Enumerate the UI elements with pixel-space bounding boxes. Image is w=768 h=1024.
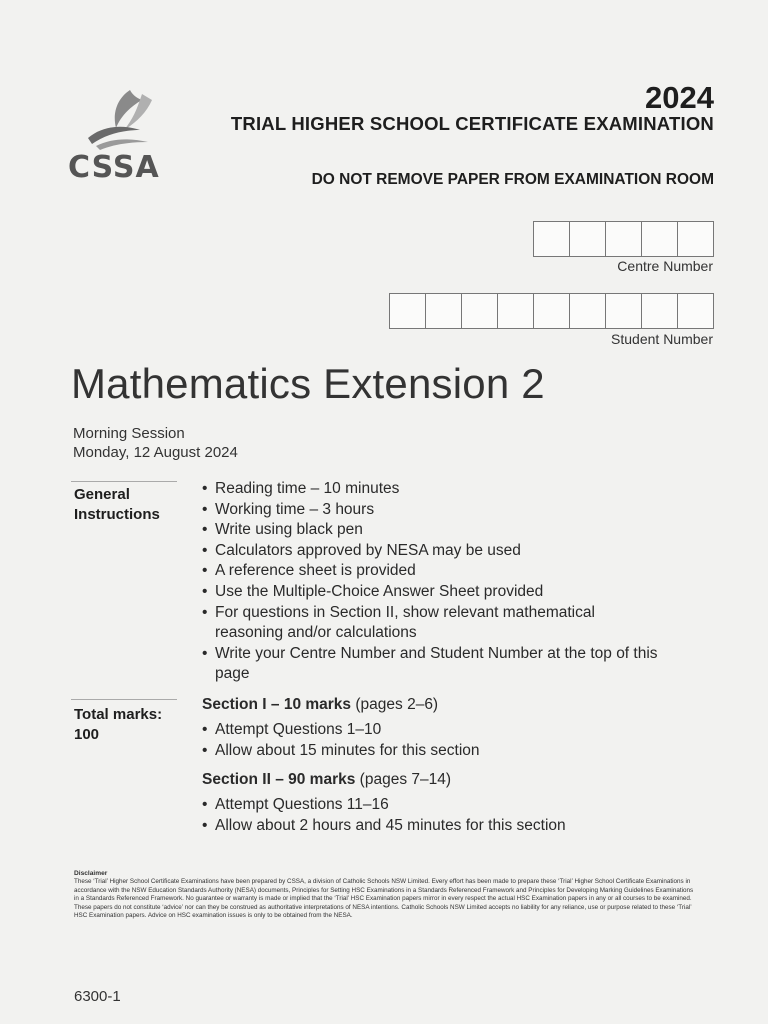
paper-code: 6300-1 xyxy=(74,988,121,1005)
student-number-label: Student Number xyxy=(611,331,713,347)
section-2-title: Section II – 90 marks xyxy=(202,771,356,788)
session-info xyxy=(73,424,238,462)
list-item: • Reading time – 10 minutes xyxy=(202,479,662,500)
centre-number-digit-box[interactable] xyxy=(605,221,642,257)
student-number-digit-box[interactable] xyxy=(677,293,714,329)
cssa-leaf-icon xyxy=(82,86,162,156)
disclaimer-title: Disclaimer xyxy=(74,870,108,877)
list-item: • Allow about 15 minutes for this section xyxy=(202,741,480,762)
divider xyxy=(71,699,177,700)
list-item: • Working time – 3 hours xyxy=(202,500,662,521)
exam-room-warning: DO NOT REMOVE PAPER FROM EXAMINATION ROOM xyxy=(311,171,714,188)
heading-line: Instructions xyxy=(74,506,160,523)
student-number-digit-box[interactable] xyxy=(641,293,678,329)
section-1-heading xyxy=(202,696,438,714)
session-time: Morning Session xyxy=(73,425,185,442)
list-item: • Attempt Questions 11–16 xyxy=(202,795,566,816)
general-instructions-heading xyxy=(74,485,184,525)
student-number-digit-box[interactable] xyxy=(533,293,570,329)
section-1-pages: (pages 2–6) xyxy=(355,696,439,713)
student-number-digit-box[interactable] xyxy=(497,293,534,329)
exam-year: 2024 xyxy=(645,80,714,115)
student-number-digit-box[interactable] xyxy=(605,293,642,329)
heading-line: Total marks: xyxy=(74,706,163,723)
logo-text: CSSA xyxy=(68,150,160,185)
section-2-list xyxy=(202,795,566,836)
section-2-heading xyxy=(202,771,451,789)
heading-line: General xyxy=(74,486,130,503)
list-item: • Use the Multiple-Choice Answer Sheet provided xyxy=(202,582,662,603)
general-instructions-list xyxy=(202,479,662,685)
subject-title: Mathematics Extension 2 xyxy=(71,360,545,407)
section-1-title: Section I – 10 marks xyxy=(202,696,352,713)
centre-number-digit-box[interactable] xyxy=(533,221,570,257)
list-item: • For questions in Section II, show relevant mathematical reasoning and/or calculations xyxy=(202,603,662,644)
student-number-digit-box[interactable] xyxy=(389,293,426,329)
disclaimer-text: These ‘Trial’ Higher School Certificate Examinations have been prepared by CSSA, a division of Catholic Schools NSW Limited. Every effort has been made to prepare these ‘Trial’ Higher School Certificate Examinations in accordance with the NSW Education Standards Authority (NESA) documents, Principles for Setting HSC Examinations in a Standards Referenced Framework and Principles for Developing Marking Guidelines Examinations in a Standards Referenced Framework. No guarantee or warranty is made or implied that the ‘Trial’ HSC Examination papers mirror in every respect the actual HSC Examination papers in any or all courses to be examined. These papers do not constitute ‘advice’ nor can they be construed as authoritative interpretations of NESA intentions. Catholic Schools NSW Limited accepts no liability for any reliance, use or purpose related to these ‘Trial’ HSC Examination papers. Advice on HSC examination issues is only to be obtained from the NESA. xyxy=(74,878,694,920)
list-item: • Calculators approved by NESA may be used xyxy=(202,541,662,562)
centre-number-digit-box[interactable] xyxy=(677,221,714,257)
list-item: • Attempt Questions 1–10 xyxy=(202,720,480,741)
total-marks-value: 100 xyxy=(74,726,100,743)
total-marks-heading xyxy=(74,705,184,745)
student-number-digit-box[interactable] xyxy=(425,293,462,329)
section-2-pages: (pages 7–14) xyxy=(359,771,452,788)
centre-number-digit-box[interactable] xyxy=(569,221,606,257)
list-item: • Write using black pen xyxy=(202,520,662,541)
exam-title: TRIAL HIGHER SCHOOL CERTIFICATE EXAMINATION xyxy=(230,113,714,134)
centre-number-boxes[interactable] xyxy=(534,221,714,257)
list-item: • Write your Centre Number and Student Number at the top of this page xyxy=(202,644,662,685)
centre-number-label: Centre Number xyxy=(617,258,713,274)
cssa-logo xyxy=(68,86,184,186)
disclaimer xyxy=(74,870,694,920)
list-item: • A reference sheet is provided xyxy=(202,561,662,582)
centre-number-digit-box[interactable] xyxy=(641,221,678,257)
session-date: Monday, 12 August 2024 xyxy=(73,444,238,461)
divider xyxy=(71,481,177,482)
list-item: • Allow about 2 hours and 45 minutes for this section xyxy=(202,816,566,837)
student-number-digit-box[interactable] xyxy=(569,293,606,329)
section-1-list xyxy=(202,720,480,761)
student-number-digit-box[interactable] xyxy=(461,293,498,329)
student-number-boxes[interactable] xyxy=(390,293,714,329)
